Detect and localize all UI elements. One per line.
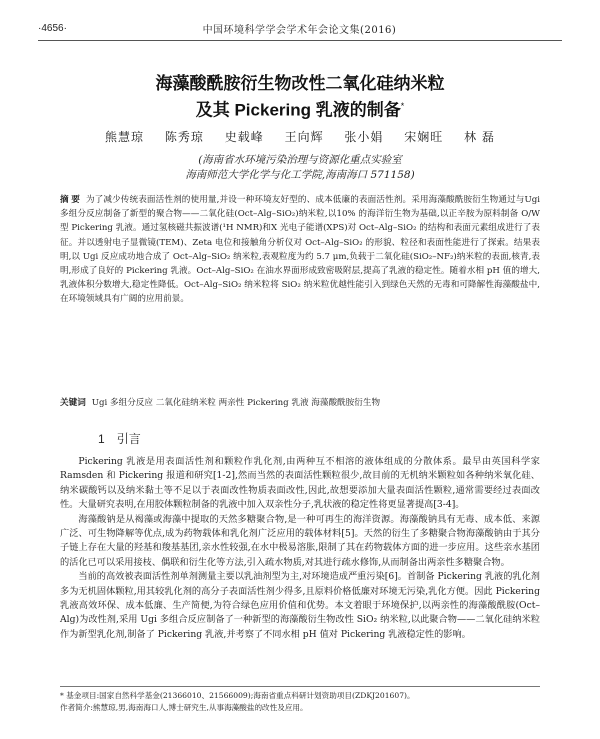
paper-title [40,72,560,122]
footnote-funding: * 基金项目:国家自然科学基金(21366010、21566009);海南省重点科研计划资助项目(ZDKJ201607)。 [60,691,415,700]
section-number: 1 [98,432,105,446]
journal-name: 中国环境科学学会学术年会论文集(2016) [202,24,397,36]
author: 史载峰 [224,130,264,144]
paragraph: 当前的高效被表面活性剂单剂测量主要以乳油剂型为主,对环境造成严重污染[6]。首制备 Pickering 乳液的乳化剂多为无机固体颗粒,用其较乳化剂的高分子表面活性剂少得多,且原料价格低廉对环境无污染,乳化方便。因此 Pickering 乳液高效环保、成本低廉、生产简便,为符合绿色应用价值和优势。本文着眼于环境保护,以两亲性的海藻酸酰胺(Oct–Alg)为改性剂,采用 Ugi 多组合反应制备了一种新型的海藻酸衍生物改性 SiO₂ 纳米粒,以此聚合物——二氧化硅纳米粒作为新型乳化剂,制备了 Pickering 乳液,并考察了不同水相 pH 值对 Pickering 乳液稳定性的影响。 [60,571,540,640]
author-list [40,128,560,145]
title-line-1: 海藻酸酰胺衍生物改性二氧化硅纳米粒 [155,74,445,93]
keywords [60,395,540,410]
body-text [60,455,540,642]
author: 陈秀琼 [164,130,204,144]
author: 王向辉 [284,130,324,144]
abstract-label: 摘 要 [60,194,80,204]
affiliation-line-2: 海南师范大学化学与化工学院,海南海口 571158) [185,169,415,181]
paragraph: Pickering 乳液是用表面活性剂和颗粒作乳化剂,由两种互不相溶的液体组成的分散体系。最早由英国科学家 Ramsden 和 Pickering 报道和研究[1-2],然而当然的表面活性颗粒很少,故目前的无机纳米颗粒如各种纳米氧化硅、纳米碳酸钙以及纳米黏土等不足以于表面改性物质表面改性,因此,故想要添加大量表面活性颗粒,通常需要经过表面改性。大量研究表明,在用胶体颗粒制备的乳液中加入双亲性分子,乳状液的稳定性将更显著提高[3-4]。 [60,456,540,511]
paragraph: 海藻酸钠是从褐藻或海藻中提取的天然多糖聚合物,是一种可再生的海洋资源。海藻酸钠具有无毒、成本低、来源广泛、可生物降解等优点,成为药物载体和乳化剂广泛应用的载体材料[5]。天然的衍生了多糖聚合物海藻酸钠由于其分子链上存在大量的羟基和羧基基团,亲水性较强,在水中极易溶胀,限制了其在药物载体方面的进一步应用。这些亲水基团的活化已可以采用接枝、偶联和衍生化等方法,引入疏水物质,对其进行疏水修饰,从而制备出两亲性多糖聚合物。 [60,513,540,568]
author: 熊慧琼 [105,130,145,144]
page-number: ·4656· [38,22,67,34]
footnote [60,686,540,714]
running-header [38,20,562,41]
section-title: 引言 [116,432,141,446]
abstract-text: 为了减少传统表面活性剂的使用量,并设一种环境友好型的、成本低廉的表面活性剂。采用海藻酸酰胺衍生物通过与Ugi 多组分反应制备了新型的聚合物——二氧化硅(Oct–Alg–SiO₂)纳米粒,以10% 的海洋衍生物为基础,以正辛胺为原料制备 O/W 型 Pickering 乳液。通过氢核磁共振波谱(¹H NMR)和X 光电子能谱(XPS)对 Oct–Alg–SiO₂ 的结构和表面元素组成进行了表征。并以透射电子显微镜(TEM)、Zeta 电位和接触角分析仪对 Oct–Alg–SiO₂ 的形貌、粒径和表面性能进行了探索。结果表明,以 Ugi 反应成功地合成了 Oct–Alg–SiO₂ 纳米粒,表观粒度为约 5.7 μm,负载于二氧化硅(SiO₂–NF₂)纳米粒的表面,核青,表明,形成了良好的 Pickering 乳液。Oct–Alg–SiO₂ 在油水界面形成致密吸附层,提高了乳液的稳定性。随着水相 pH 值的增大,乳液体积分数增大,稳定性降低。Oct–Alg–SiO₂ 纳米粒将 SiO₂ 纳米粒优越性能引入到绿色天然的无毒和可降解性海藻酸盐中,在环境领域具有广阔的应用前景。 [60,195,540,305]
author: 林 磊 [464,130,495,144]
title-footnote-mark: * [400,101,405,111]
keywords-text: Ugi 多组分反应 二氧化硅纳米粒 两亲性 Pickering 乳液 海藻酸酰胺衍生物 [91,398,381,408]
author: 张小娟 [344,130,384,144]
keywords-label: 关键词 [60,397,86,407]
title-line-2: 及其 Pickering 乳液的制备 [195,100,401,120]
affiliation-line-1: (海南省水环境污染治理与资源化重点实验室 [198,154,402,166]
affiliation [60,153,540,183]
footnote-author-bio: 作者简介:熊慧琼,男,海南海口人,博士研究生,从事海藻酸盐的改性及应用。 [60,703,308,712]
section-heading [98,430,141,447]
author: 宋娴旺 [404,130,444,144]
title-line-2-wrap [40,95,560,122]
abstract [60,192,540,307]
